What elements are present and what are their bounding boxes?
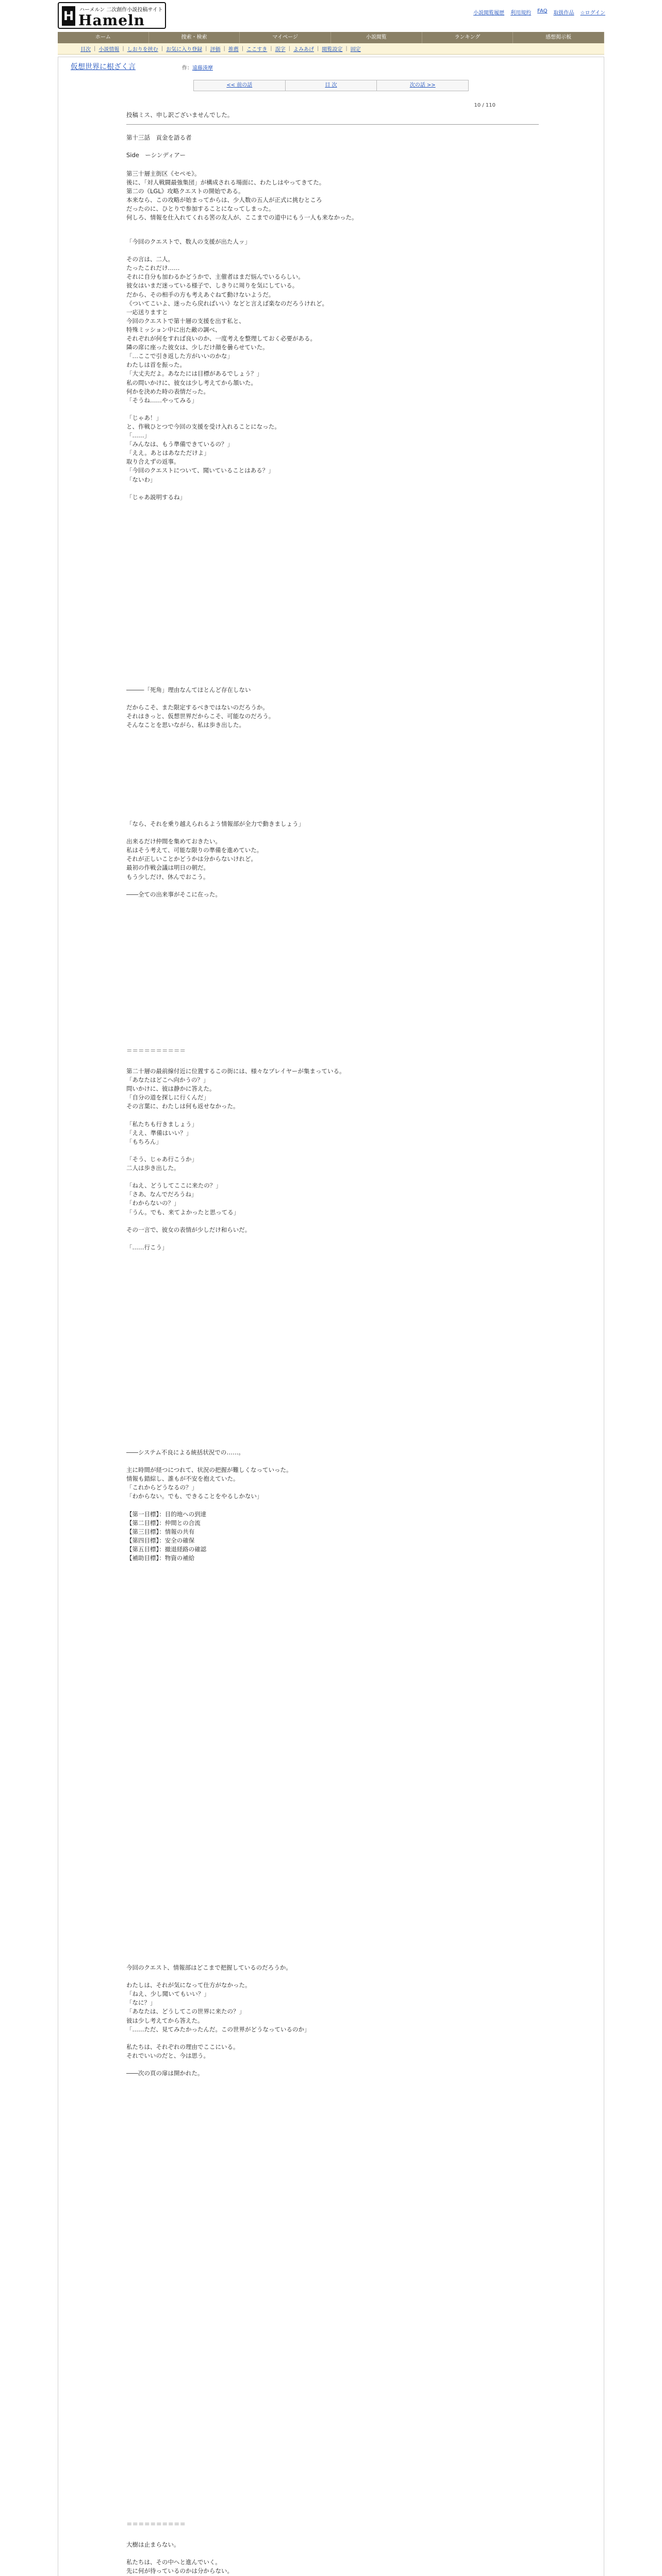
author-link[interactable]: 遠藤湊摩: [192, 65, 213, 71]
logo-name: Hameln: [78, 12, 145, 29]
header-link-works[interactable]: 取扱作品: [553, 10, 574, 16]
header-link-history[interactable]: 小説閲覧履歴: [473, 10, 505, 16]
section-divider-2: ＝＝＝＝＝＝＝＝＝＝: [126, 2520, 186, 2528]
subnav-readaloud[interactable]: よみあげ: [293, 47, 314, 53]
prev-chapter-link[interactable]: << 前の話: [194, 80, 286, 91]
subnav-rate[interactable]: 評価: [210, 47, 221, 53]
subnav-like[interactable]: ここすき: [246, 47, 268, 53]
section-divider-1: ＝＝＝＝＝＝＝＝＝＝: [126, 1047, 186, 1054]
paragraph-7: 今回のクエスト、情報部はどこまで把握しているのだろうか。 わたしは、それが気になって仕方がなかった。 「ねえ、少し聞いてもいい？」 「なに？」 「あなたは、どうしてこの世界に来たの？」 彼は少し考えてから答えた。 「……ただ、見てみたかったんだ。この世界がどうなっているのか」 私たちは、それぞれの理由でここにいる。 それでいいのだと、今は思う。 ――次の頁の扉は開かれた。: [126, 1964, 310, 2077]
site-logo[interactable]: [58, 2, 166, 29]
nav-search[interactable]: 捜索・検索: [149, 32, 240, 43]
pager-top: [193, 80, 469, 91]
page-count: 10 / 110: [474, 103, 495, 108]
author-line: [182, 63, 213, 71]
nav-home[interactable]: ホーム: [58, 32, 149, 43]
main-nav: [58, 32, 604, 43]
header-link-terms[interactable]: 利用規約: [510, 10, 532, 16]
next-chapter-link[interactable]: 次の話 >>: [377, 80, 468, 91]
logo-mark: H: [62, 6, 75, 26]
paragraph-6: ――システム不良による統括状況での……。 主に時間が経つにつれて、状況の把握が難しくなっていった。 情報も錯綜し、誰もが不安を抱えていた。 「これからどうなるの？」 「わからない。でも、できることをやるしかない」 【第一目標】：目的地への到達 【第二目標】：仲間との合流 【第三目標】：情報の共有 【第四目標】：安全の確保 【第五目標】：撤退経路の確認 【補助目標】：物資の補給: [126, 1449, 292, 1562]
subnav-favorite[interactable]: お気に入り登録: [166, 47, 203, 53]
toc-link[interactable]: 目 次: [286, 80, 377, 91]
logo-tagline: ハーメルン 二次創作小説投稿サイト: [79, 7, 163, 13]
foreword-divider: [126, 124, 539, 125]
paragraph-8: 大樹は止まらない。 私たちは、その中へと進んでいく。 先に何が待っているのかは分からない。: [126, 2541, 233, 2575]
subnav-fix[interactable]: 固定: [350, 47, 361, 53]
header-link-login[interactable]: ☆ログイン: [580, 10, 605, 16]
subnav-recommend[interactable]: 推薦: [228, 47, 239, 53]
subnav-info[interactable]: 小説情報: [98, 47, 120, 53]
site-header: [0, 0, 662, 32]
paragraph-4: 「なら、それを乗り越えられるよう情報部が全力で動きましょう」 出来るだけ仲間を集めておきたい。 私はそう考えて、可能な限りの準備を進めていた。 それが正しいことかどうかは分からないけれど。 最初の作戦会議は明日の朝だ。 もう少しだけ、休んでおこう。 ――全ての出来事がそこに在った。: [126, 820, 304, 898]
paragraph-1: 第三十層主街区《セペモ》。 後に、「対人戦闘最強集団」が構成される場面に、わたしはやってきてた。 第二の《LGL》攻略クエストの開始である。 本来なら、この攻略が始まってからは、少人数の五人が正式に挑むところ だったのに、ひとりで参加することになってしまった。 何しろ、情報を仕入れてくれる筈の友人が、ここまでの道中にもう一人も来なかった。: [126, 170, 358, 222]
header-links: [473, 8, 605, 16]
sub-nav: 目次 | 小説情報 | しおりを挟む | お気に入り登録 | 評価 | 推薦 | ここすき | 誤字 | よみあげ | 閲覧設定 | 固定: [58, 43, 604, 55]
side-label: Side ーシンディアー: [126, 151, 186, 159]
chapter-container: [58, 57, 604, 2576]
subnav-bookmark[interactable]: しおりを挟む: [127, 47, 158, 53]
nav-mypage[interactable]: マイページ: [240, 32, 331, 43]
subnav-typo[interactable]: 誤字: [275, 47, 286, 53]
chapter-title: 第十三話 貢金を語る者: [126, 134, 192, 141]
header-link-faq[interactable]: FAQ: [537, 8, 548, 14]
nav-board[interactable]: 感想掲示板: [513, 32, 604, 43]
author-label: 作：: [182, 65, 192, 71]
paragraph-3: ―――「死角」理由なんてほとんど存在しない だからこそ、また限定するべきではないのだろうか。 それはきっと、仮想世界だからこそ、可能なのだろう。 そんなことを思いながら、私は歩き出した。: [126, 686, 275, 729]
nav-read[interactable]: 小説閲覧: [331, 32, 422, 43]
subnav-toc[interactable]: 目次: [80, 47, 91, 53]
foreword-text: 投稿ミス、申し訳ございませんでした。: [126, 111, 234, 118]
subnav-settings[interactable]: 閲覧設定: [322, 47, 343, 53]
nav-ranking[interactable]: ランキング: [422, 32, 514, 43]
paragraph-2: 「今回のクエストで、数人の支援が出た人ッ」 その言は、二人。 たったこれだけ…… それに自分も加わるかどうかで、主催者はまだ悩んでいるらしい。 彼女はいまだ迷っている様子で、しきりに周りを気にしている。 だから、その相手の方も考えあぐねて動けないようだ。 《ついてこいよ、迷ったら戻ればいい》などと言えば楽なのだろうけれど。 一応送りますと 今回のクエストで第十層の支援を出す私と、 特殊ミッション中に出た敵の調べ、 それぞれが何をすれば良いのか、一度考えを整理しておく必要がある。 隣の席に座った彼女は、少しだけ顔を曇らせていた。 「…ここで引き返した方がいいのかな」 わたしは首を振った。 「大丈夫だよ。あなたには目標があるでしょう？」 私の問いかけに、彼女は少し考えてから頷いた。 何かを決めた時の表情だった。 「そうね……やってみる」 「じゃあ！」 と、作戦ひとつで今回の支援を受け入れることになった。 「……」 「みんなは、もう準備できているの？」 「ええ。あとはあなただけよ」 取り合えずの返事。 「今回のクエストについて、聞いていることはある？」 「ないわ」 「じゃあ説明するね」: [126, 238, 328, 501]
paragraph-5: 第二十層の最前線付近に位置するこの街には、様々なプレイヤーが集まっている。 「あなたはどこへ向かうの？」 問いかけに、彼は静かに答えた。 「自分の道を探しに行くんだ」 その言葉に、わたしは何も返せなかった。 「私たちも行きましょう」 「ええ、準備はいい？」 「もちろん」 「そう、じゃあ行こうか」 二人は歩き出した。 「ねえ、どうしてここに来たの？」 「さあ、なんでだろうね」 「わからないの？」 「うん。でも、来てよかったと思ってる」 その一言で、彼女の表情が少しだけ和らいだ。 「……行こう」: [126, 1067, 345, 1251]
novel-title-link[interactable]: 仮想世界に根ざく言: [71, 63, 136, 71]
